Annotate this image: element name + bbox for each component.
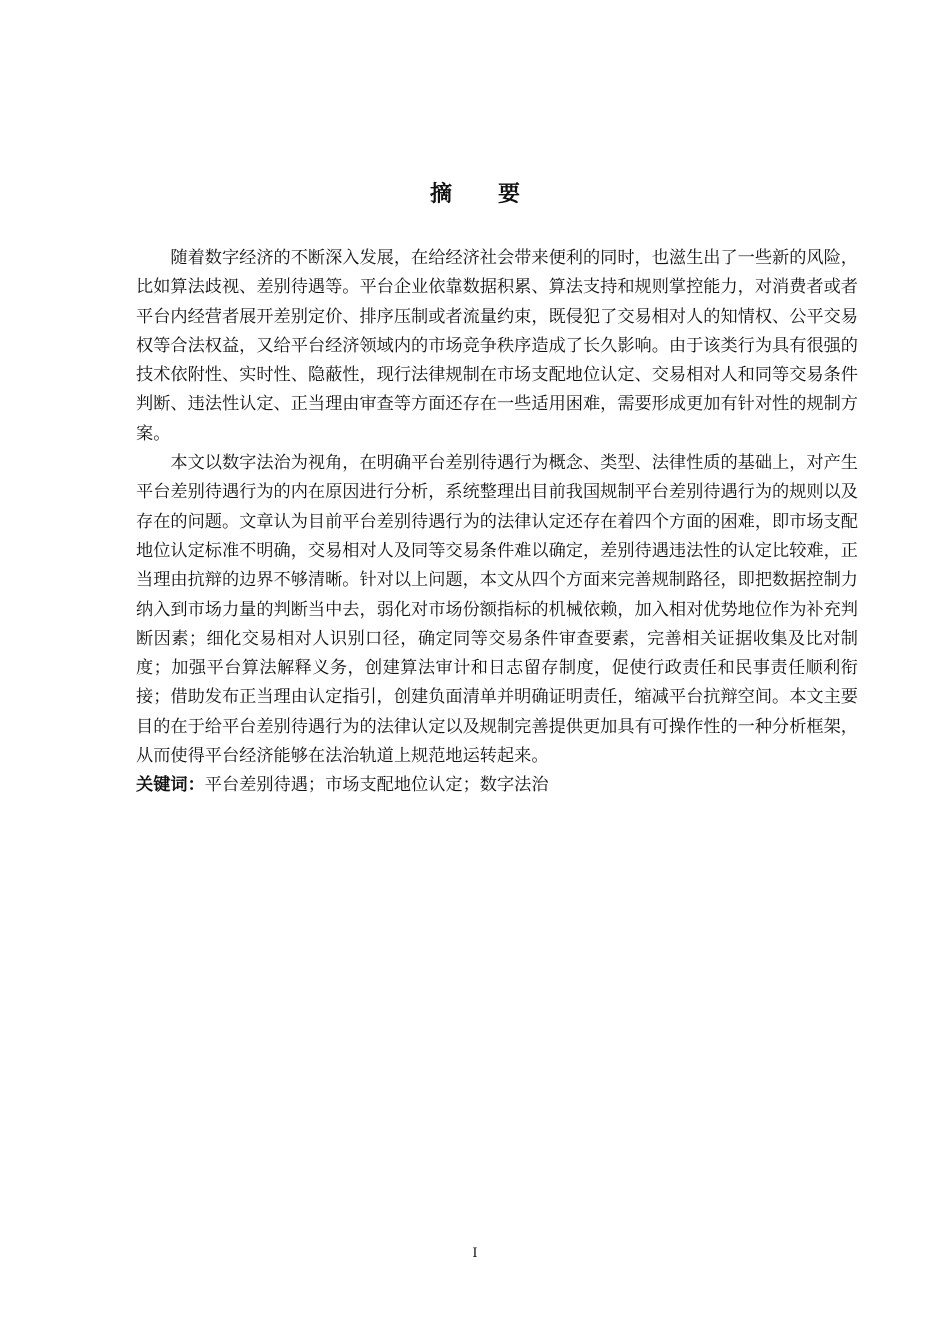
page-number: I [472,1246,478,1261]
abstract-body [136,244,858,801]
page-title: 摘 要 [430,182,520,207]
keywords-label: 关键词： [136,775,205,796]
abstract-paragraph-2: 本文以数字法治为视角，在明确平台差别待遇行为概念、类型、法律性质的基础上，对产生平台差别待遇行为的内在原因进行分析，系统整理出目前我国规制平台差别待遇行为的规则以及存在的问题。文章认为目前平台差别待遇行为的法律认定还存在着四个方面的困难，即市场支配地位认定标准不明确，交易相对人及同等交易条件难以确定，差别待遇违法性的认定比较难，正当理由抗辩的边界不够清晰。针对以上问题，本文从四个方面来完善规制路径，即把数据控制力纳入到市场力量的判断当中去，弱化对市场份额指标的机械依赖，加入相对优势地位作为补充判断因素；细化交易相对人识别口径，确定同等交易条件审查要素，完善相关证据收集及比对制度；加强平台算法解释义务，创建算法审计和日志留存制度，促使行政责任和民事责任顺利衔接；借助发布正当理由认定指引，创建负面清单并明确证明责任，缩减平台抗辩空间。本文主要目的在于给平台差别待遇行为的法律认定以及规制完善提供更加具有可操作性的一种分析框架，从而使得平台经济能够在法治轨道上规范地运转起来。 [136,453,858,767]
keywords-line [136,771,858,800]
abstract-paragraph-1: 随着数字经济的不断深入发展，在给经济社会带来便利的同时，也滋生出了一些新的风险，比如算法歧视、差别待遇等。平台企业依靠数据积累、算法支持和规则掌控能力，对消费者或者平台内经营者展开差别定价、排序压制或者流量约束，既侵犯了交易相对人的知情权、公平交易权等合法权益，又给平台经济领域内的市场竞争秩序造成了长久影响。由于该类行为具有很强的技术依附性、实时性、隐蔽性，现行法律规制在市场支配地位认定、交易相对人和同等交易条件判断、违法性认定、正当理由审查等方面还存在一些适用困难，需要形成更加有针对性的规制方案。 [136,248,858,444]
keywords-text: 平台差别待遇；市场支配地位认定；数字法治 [204,775,549,796]
